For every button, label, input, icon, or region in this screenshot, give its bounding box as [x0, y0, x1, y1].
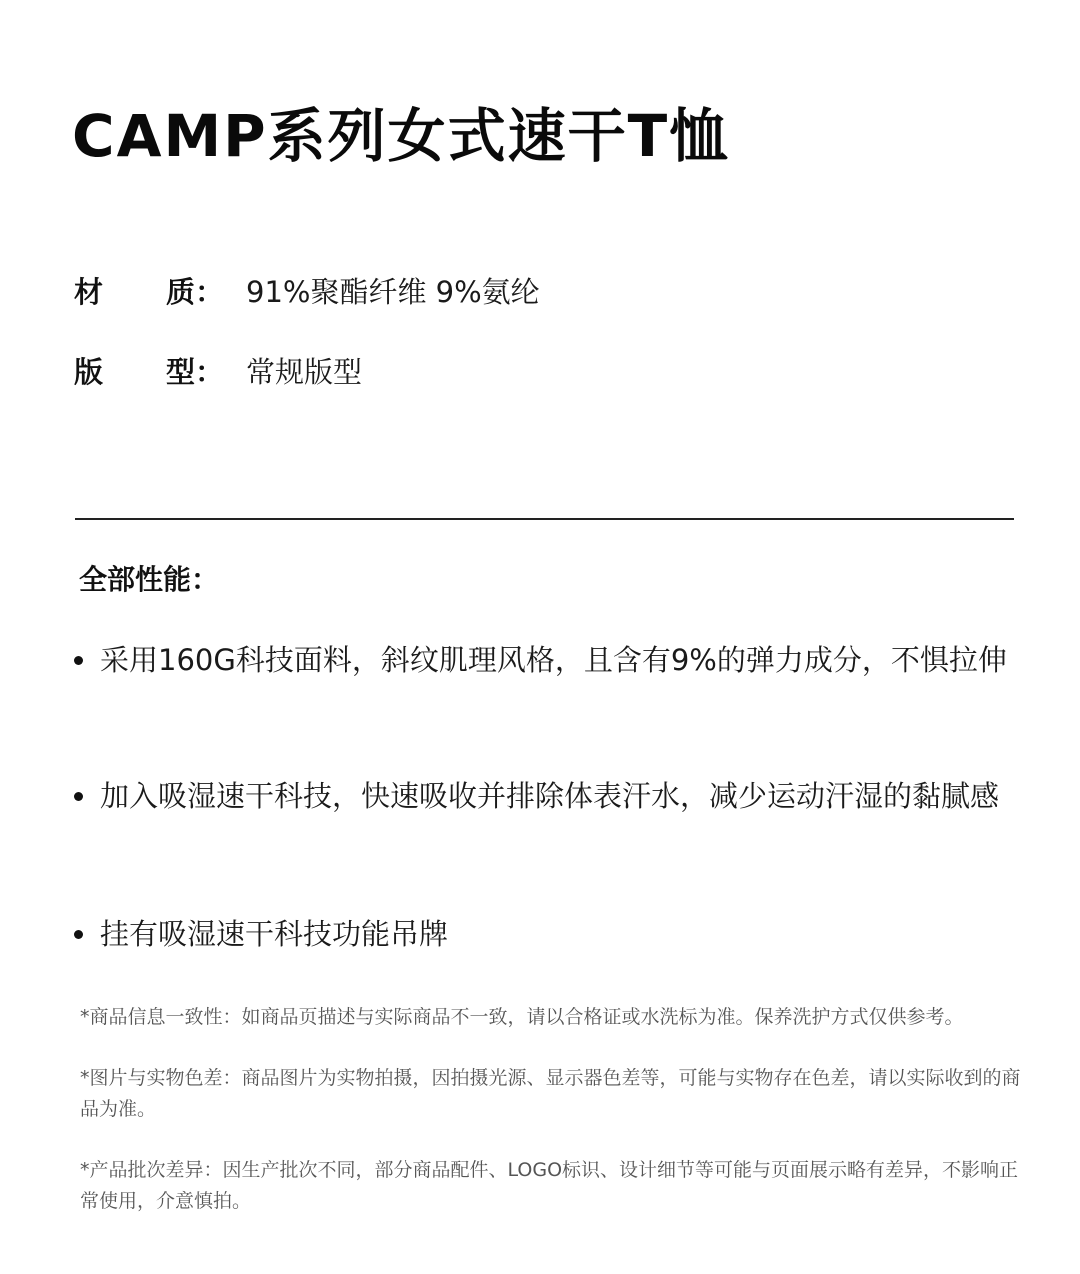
bullet-icon [74, 656, 83, 665]
spec-label-part: 材 [74, 275, 104, 309]
product-title: CAMP系列女式速干T恤 [72, 102, 730, 170]
feature-text: 挂有吸湿速干科技功能吊牌 [100, 917, 449, 951]
spec-label-fit [74, 352, 224, 392]
section-divider [75, 518, 1014, 520]
spec-label-part: 质： [165, 275, 224, 309]
spec-label-part: 版 [74, 355, 104, 389]
features-heading: 全部性能： [79, 563, 220, 596]
disclaimer-color-difference: *图片与实物色差：商品图片为实物拍摄，因拍摄光源、显示器色差等，可能与实物存在色差，请以实际收到的商品为准。 [80, 1067, 1021, 1120]
spec-label-material [74, 272, 224, 312]
bullet-icon [74, 930, 83, 939]
feature-text: 采用160G科技面料，斜纹肌理风格，且含有9%的弹力成分，不惧拉伸 [100, 643, 1007, 677]
spec-label-part: 型： [165, 355, 224, 389]
spec-value-material: 91%聚酯纤维 9%氨纶 [246, 275, 540, 309]
feature-item [100, 911, 1025, 957]
feature-item [100, 637, 1025, 683]
disclaimer-batch-difference: *产品批次差异：因生产批次不同，部分商品配件、LOGO标识、设计细节等可能与页面展示略有差异，不影响正常使用，介意慎拍。 [80, 1159, 1019, 1212]
disclaimer-consistency: *商品信息一致性：如商品页描述与实际商品不一致，请以合格证或水洗标为准。保养洗护方式仅供参考。 [80, 1006, 964, 1028]
feature-text: 加入吸湿速干科技，快速吸收并排除体表汗水，减少运动汗湿的黏腻感 [100, 779, 1000, 813]
feature-item [100, 773, 1025, 819]
bullet-icon [74, 792, 83, 801]
spec-value-fit: 常规版型 [246, 355, 363, 389]
